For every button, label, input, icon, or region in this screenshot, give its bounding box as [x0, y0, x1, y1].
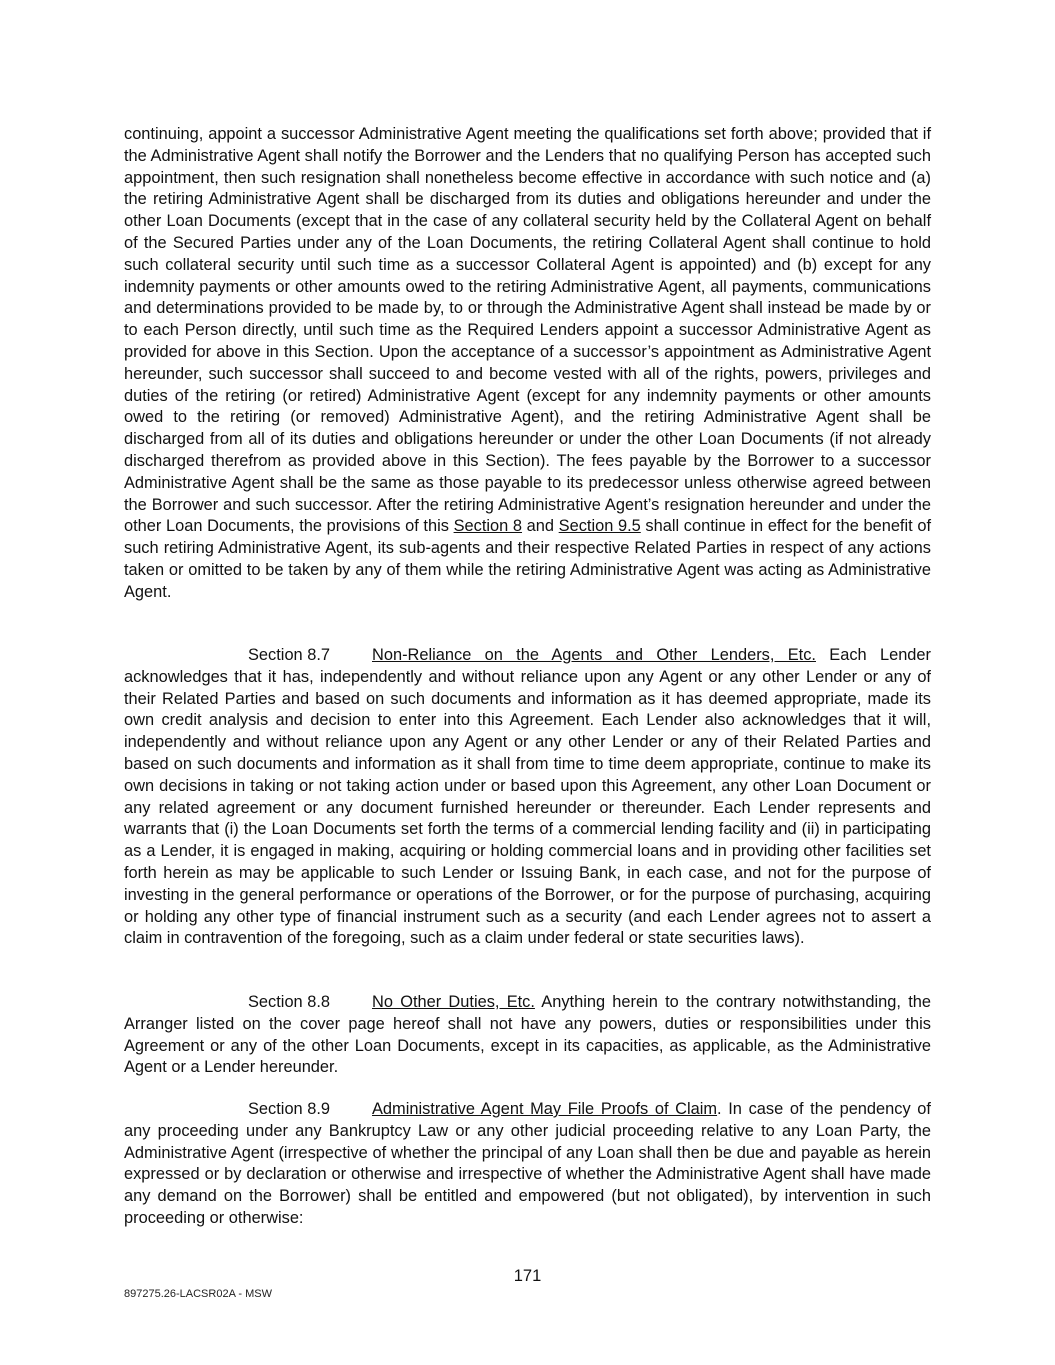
section-heading: No Other Duties, Etc. — [372, 993, 535, 1011]
section-8-8 — [124, 992, 931, 1079]
section-8-9 — [124, 1099, 931, 1230]
section-heading: Non-Reliance on the Agents and Other Lenders, Etc. — [372, 646, 816, 664]
paragraph-text: and — [522, 517, 559, 536]
section-9-5-reference: Section 9.5 — [558, 517, 641, 536]
paragraph-successor-agent — [124, 124, 931, 604]
page-number: 171 — [513, 1267, 542, 1285]
section-8-7 — [124, 645, 931, 950]
paragraph-text: shall continue in effect for the benefit of such retiring Administrative Agent, its sub-agents and their respective Related Parties in respect of any actions taken or omitted to be taken by any of them while the retiring Administrative Agent was acting as Administrative Agent. — [124, 517, 931, 601]
section-body: Each Lender acknowledges that it has, independently and without reliance upon any Agent or any other Lender or any of their Related Parties and based on such documents and information as it has deemed appropriate, made its own credit analysis and decision to enter into this Agreement. Each Lender also acknowledges that it will, independently and without reliance upon any Agent or any other Lender or any of their Related Parties and based on such documents and information as it shall from time to time deem appropriate, continue to make its own decisions in taking or not taking action under or based upon this Agreement, any other Loan Document or any related agreement or any document furnished hereunder or thereunder. Each Lender represents and warrants that (i) the Loan Documents set forth the terms of a commercial lending facility and (ii) in participating as a Lender, it is engaged in making, acquiring or holding commercial loans and in providing other facilities set forth herein as may be applicable to such Lender or Issuing Bank, in each case, and not for the purpose of investing in the general performance or operations of the Borrower, or for the purpose of purchasing, acquiring or holding any other type of financial instrument such as a security (and each Lender agrees not to assert a claim in contravention of the foregoing, such as a claim under federal or state securities laws). — [124, 646, 931, 948]
section-number: Section 8.7 — [248, 646, 331, 664]
section-number: Section 8.9 — [248, 1100, 331, 1118]
section-body: . In case of the pendency of any proceeding under any Bankruptcy Law or any other judicial proceeding relative to any Loan Party, the Administrative Agent (irrespective of whether the principal of any Loan shall then be due and payable as herein expressed or by declaration or otherwise and irrespective of whether the Administrative Agent shall have made any demand on the Borrower) shall be entitled and empowered (but not obligated), by intervention in such proceeding or otherwise: — [124, 1100, 931, 1227]
section-body: Anything herein to the contrary notwithstanding, the Arranger listed on the cover page hereof shall not have any powers, duties or responsibilities under this Agreement or any of the other Loan Documents, except in its capacities, as applicable, as the Administrative Agent or a Lender hereunder. — [124, 993, 931, 1077]
document-id: 897275.26-LACSR02A - MSW — [124, 1288, 272, 1300]
section-8-reference: Section 8 — [453, 517, 523, 536]
paragraph-text: continuing, appoint a successor Administrative Agent meeting the qualifications set forth above; provided that if the Administrative Agent shall notify the Borrower and the Lenders that no qualifying Person has accepted such appointment, then such resignation shall nonetheless become effective in accordance with such notice and (a) the retiring Administrative Agent shall be discharged from its duties and obligations hereunder and under the other Loan Documents (except that in the case of any collateral security held by the Collateral Agent on behalf of the Secured Parties under any of the Loan Documents, the retiring Collateral Agent shall continue to hold such collateral security until such time as a successor Collateral Agent is appointed) and (b) except for any indemnity payments or other amounts owed to the retiring Administrative Agent, all payments, communications and determinations provided to be made by, to or through the Administrative Agent shall instead be made by or to each Person directly, until such time as the Required Lenders appoint a successor Administrative Agent as provided for above in this Section. Upon the acceptance of a successor’s appointment as Administrative Agent hereunder, such successor shall succeed to and become vested with all of the rights, powers, privileges and duties of the retiring (or retired) Administrative Agent (except for any indemnity payments or other amounts owed to the retiring (or removed) Administrative Agent), and the retiring Administrative Agent shall be discharged from all of its duties and obligations hereunder or under the other Loan Documents (if not already discharged therefrom as provided above in this Section). The fees payable by the Borrower to a successor Administrative Agent shall be the same as those payable to its predecessor unless otherwise agreed between the Borrower and such successor. After the retiring Administrative Agent’s resignation hereunder and under the other Loan Documents, the provisions of this — [124, 125, 931, 536]
section-number: Section 8.8 — [248, 993, 331, 1011]
section-heading: Administrative Agent May File Proofs of Claim — [372, 1100, 718, 1118]
